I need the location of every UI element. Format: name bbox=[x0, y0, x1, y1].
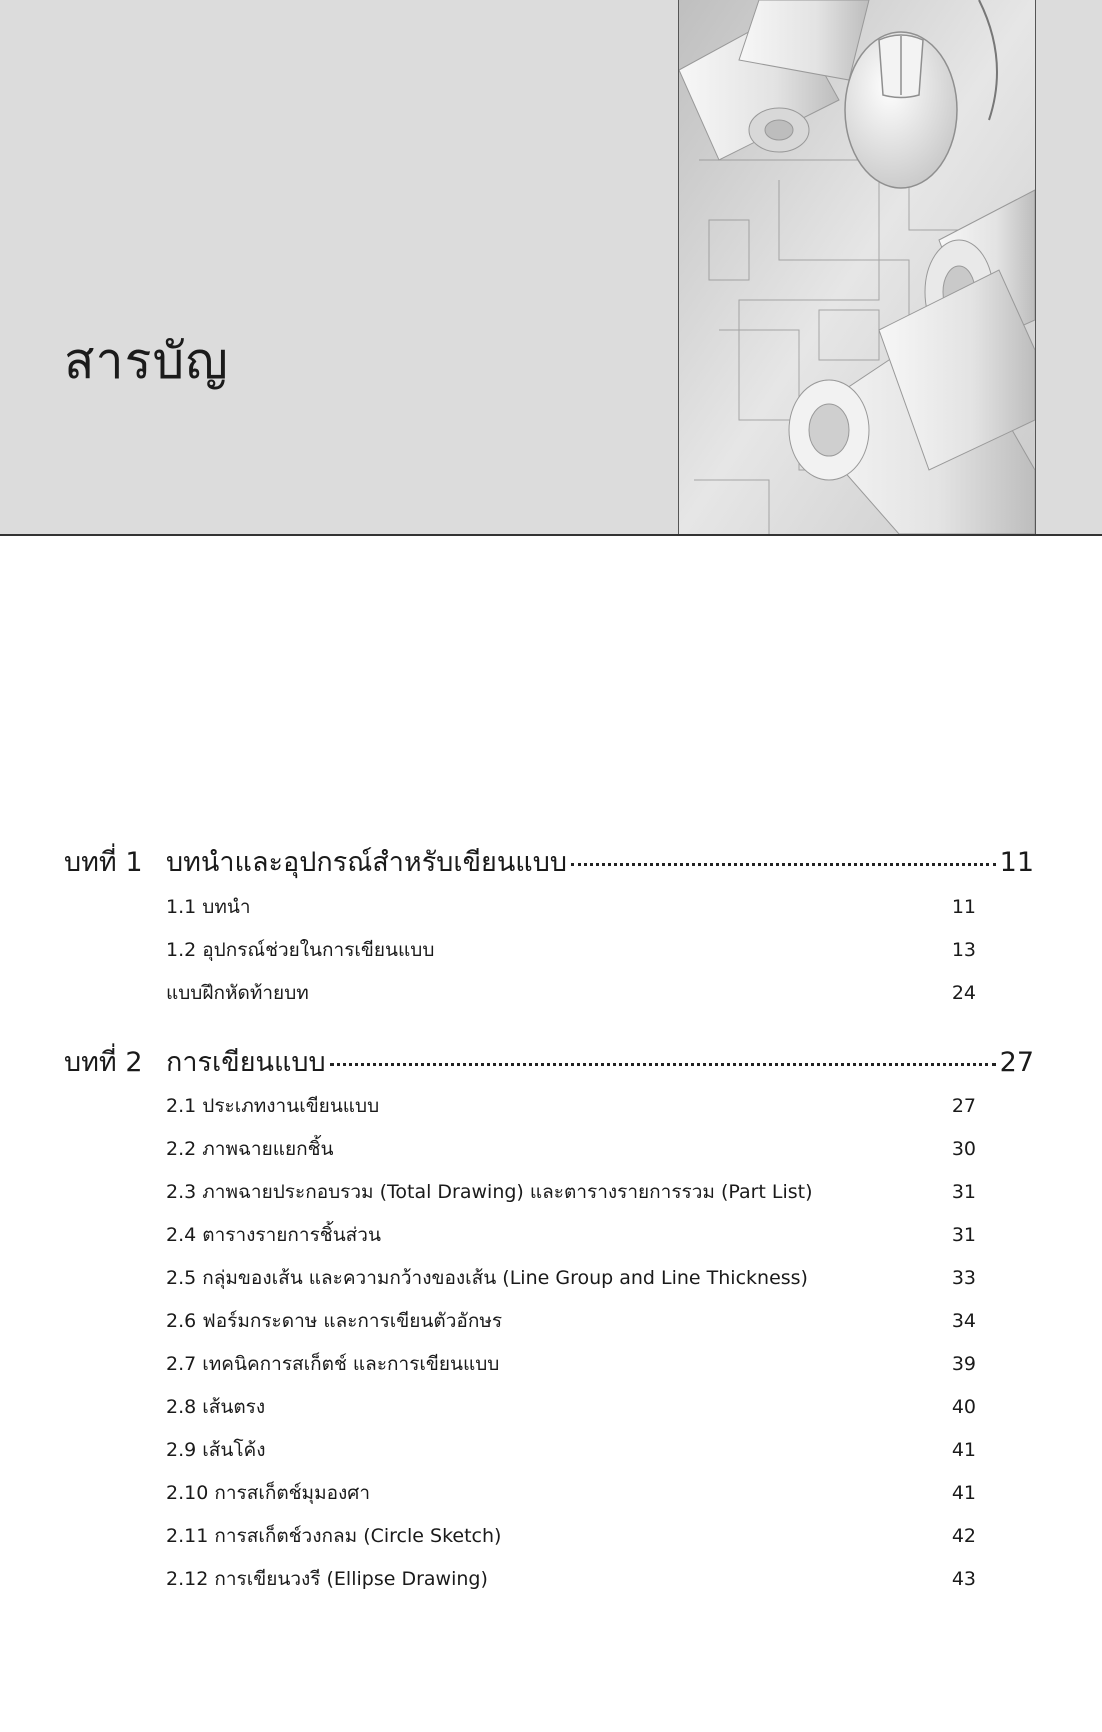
blueprint-rolls-and-mouse-image bbox=[678, 0, 1036, 534]
entry-page: 40 bbox=[951, 1396, 976, 1418]
chapter-1-heading[interactable] bbox=[64, 840, 1034, 880]
toc-entry[interactable] bbox=[166, 1134, 976, 1164]
entry-page: 31 bbox=[951, 1181, 976, 1203]
entry-page: 33 bbox=[951, 1267, 976, 1289]
chapter-title: การเขียนแบบ bbox=[166, 1047, 326, 1078]
entry-label: 1.2 อุปกรณ์ช่วยในการเขียนแบบ bbox=[166, 939, 435, 961]
entry-page: 27 bbox=[951, 1095, 976, 1117]
entry-label: 2.1 ประเภทงานเขียนแบบ bbox=[166, 1095, 380, 1117]
entry-label: แบบฝึกหัดท้ายบท bbox=[166, 982, 309, 1004]
entry-page: 13 bbox=[951, 939, 976, 961]
chapter-page: 11 bbox=[999, 847, 1034, 878]
entry-page: 41 bbox=[951, 1439, 976, 1461]
toc-entry[interactable] bbox=[166, 892, 976, 922]
chapter-number: บทที่ 1 bbox=[64, 847, 143, 878]
dot-leader bbox=[571, 863, 996, 866]
entry-page: 39 bbox=[951, 1353, 976, 1375]
chapter-2-heading[interactable] bbox=[64, 1040, 1034, 1080]
toc-entry[interactable] bbox=[166, 935, 976, 965]
toc-entry[interactable] bbox=[166, 1349, 976, 1379]
toc-entry[interactable] bbox=[166, 1306, 976, 1336]
toc-entry[interactable] bbox=[166, 1220, 976, 1250]
entry-label: 2.10 การสเก็ตช์มุมองศา bbox=[166, 1482, 371, 1504]
entry-label: 2.9 เส้นโค้ง bbox=[166, 1439, 266, 1461]
toc-entry[interactable] bbox=[166, 1478, 976, 1508]
entry-page: 42 bbox=[951, 1525, 976, 1547]
toc-entry[interactable] bbox=[166, 978, 976, 1008]
page-title: สารบัญ bbox=[64, 332, 229, 390]
dot-leader bbox=[330, 1063, 996, 1066]
entry-label: 1.1 บทนำ bbox=[166, 896, 251, 918]
entry-label: 2.11 การสเก็ตช์วงกลม (Circle Sketch) bbox=[166, 1525, 502, 1547]
entry-page: 34 bbox=[951, 1310, 976, 1332]
toc-entry[interactable] bbox=[166, 1564, 976, 1594]
entry-label: 2.7 เทคนิคการสเก็ตช์ และการเขียนแบบ bbox=[166, 1353, 500, 1375]
chapter-page: 27 bbox=[999, 1047, 1034, 1078]
entry-page: 24 bbox=[951, 982, 976, 1004]
entry-page: 30 bbox=[951, 1138, 976, 1160]
entry-label: 2.4 ตารางรายการชิ้นส่วน bbox=[166, 1224, 381, 1246]
entry-label: 2.5 กลุ่มของเส้น และความกว้างของเส้น (Line Group and Line Thickness) bbox=[166, 1267, 808, 1289]
toc-entry[interactable] bbox=[166, 1435, 976, 1465]
entry-page: 43 bbox=[951, 1568, 976, 1590]
mouse-shape bbox=[845, 32, 957, 188]
entry-label: 2.12 การเขียนวงรี (Ellipse Drawing) bbox=[166, 1568, 488, 1590]
chapter-number: บทที่ 2 bbox=[64, 1047, 143, 1078]
entry-label: 2.8 เส้นตรง bbox=[166, 1396, 266, 1418]
toc-entry[interactable] bbox=[166, 1521, 976, 1551]
toc-entry[interactable] bbox=[166, 1091, 976, 1121]
header-band bbox=[0, 0, 1102, 536]
chapter-title: บทนำและอุปกรณ์สำหรับเขียนแบบ bbox=[166, 847, 567, 878]
entry-page: 11 bbox=[951, 896, 976, 918]
toc-entry[interactable] bbox=[166, 1177, 976, 1207]
entry-label: 2.3 ภาพฉายประกอบรวม (Total Drawing) และตารางรายการรวม (Part List) bbox=[166, 1181, 813, 1203]
entry-label: 2.6 ฟอร์มกระดาษ และการเขียนตัวอักษร bbox=[166, 1310, 503, 1332]
entry-page: 41 bbox=[951, 1482, 976, 1504]
entry-label: 2.2 ภาพฉายแยกชิ้น bbox=[166, 1138, 334, 1160]
entry-page: 31 bbox=[951, 1224, 976, 1246]
toc-entry[interactable] bbox=[166, 1263, 976, 1293]
toc-entry[interactable] bbox=[166, 1392, 976, 1422]
